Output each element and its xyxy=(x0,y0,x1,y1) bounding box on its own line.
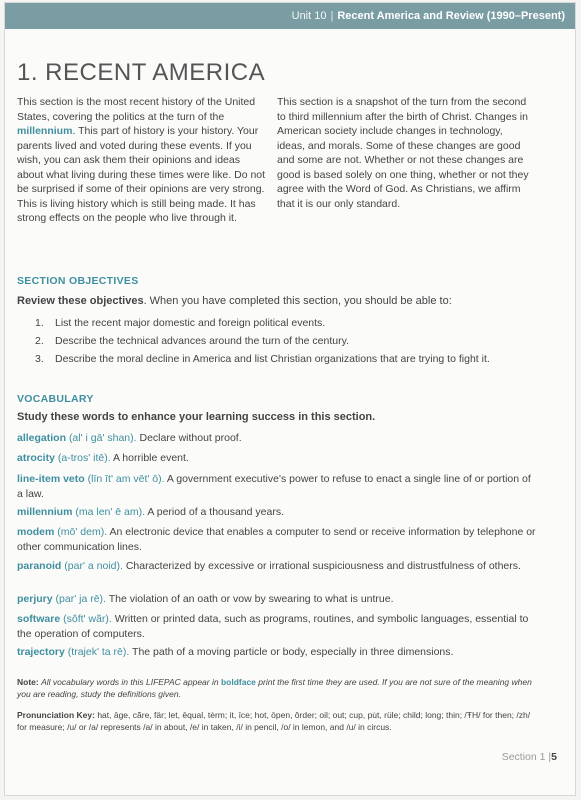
footer-section: Section 1 xyxy=(501,751,546,763)
vocab-term: atrocity xyxy=(17,452,55,464)
vocab-entry xyxy=(17,431,537,446)
objective-item xyxy=(35,334,535,348)
vocab-entry xyxy=(17,472,537,501)
objective-item xyxy=(35,352,535,366)
pronunciation-label: Pronunciation Key: xyxy=(17,710,95,720)
objectives-intro xyxy=(17,295,452,307)
unit-title: Recent America and Review (1990–Present) xyxy=(337,10,565,22)
vocab-pronunciation: (par' ja rē). xyxy=(55,593,106,605)
vocab-pronunciation: (sôft' wãr). xyxy=(63,613,112,625)
unit-label: Unit 10 xyxy=(291,10,327,22)
intro-left-after: . This part of history is your history. Your parents lived and voted during these events. If you wish, you can ask them their opinions and ideas about what living during these times were like. Do not be surprised if some of their opinions are very strong. This is living history which is still being made. It has strong effects on the people who live through it. xyxy=(17,125,266,224)
vocab-entry xyxy=(17,592,537,607)
intro-left-before: This section is the most recent history of the United States, covering the politics at the turn of the xyxy=(17,96,256,123)
objective-number: 1. xyxy=(35,317,44,329)
vocab-definition: Declare without proof. xyxy=(139,432,242,444)
vocab-pronunciation: (līn īt' am vēt' ō). xyxy=(87,473,165,485)
objectives-intro-bold: Review these objectives xyxy=(17,295,144,307)
intro-right-paragraph: This section is a snapshot of the turn from the second to third millennium after the birth of Christ. Changes in American society include changes in technology, ideas, and morals. Some of these changes are good and some are not. Whether or not these changes are good is based solely on one thing, whether or not they agree with the Word of God. As Christians, we affirm that it is our only standard. xyxy=(277,96,529,210)
vocab-term: software xyxy=(17,613,61,625)
vocab-entry xyxy=(17,645,537,660)
objective-text: Describe the moral decline in America and list Christian organizations that are trying to fight it. xyxy=(55,353,490,365)
page-footer xyxy=(502,751,557,763)
vocab-pronunciation: (a-tros' itē). xyxy=(57,452,111,464)
note-text-b: print the first time they are used. If you are not sure of the meaning when you are reading, study the definitions given. xyxy=(17,677,532,699)
objective-number: 2. xyxy=(35,335,44,347)
vocab-definition: The path of a moving particle or body, especially in three dimensions. xyxy=(132,646,454,658)
objective-text: List the recent major domestic and foreign political events. xyxy=(55,317,326,329)
vocabulary-heading: VOCABULARY xyxy=(17,393,94,405)
vocab-term: perjury xyxy=(17,593,53,605)
note-label: Note: xyxy=(17,677,39,687)
intro-left-paragraph xyxy=(17,95,267,226)
intro-left-keyword: millennium xyxy=(17,125,73,137)
objective-number: 3. xyxy=(35,353,44,365)
vocab-definition: A period of a thousand years. xyxy=(147,506,284,518)
vocab-pronunciation: (al' i gā' shan). xyxy=(68,432,137,444)
vocab-entry xyxy=(17,525,537,554)
vocab-definition: A horrible event. xyxy=(112,452,189,464)
vocab-definition: Characterized by excessive or irrational suspiciousness and distrustfulness of others. xyxy=(125,560,521,572)
note-text-a: All vocabulary words in this LIFEPAC appear in xyxy=(41,677,221,687)
section-title: 1. RECENT AMERICA xyxy=(17,59,266,86)
vocabulary-note xyxy=(17,676,542,700)
vocab-pronunciation: (ma len' ē am). xyxy=(75,506,146,518)
vocab-term: modem xyxy=(17,526,55,538)
objectives-intro-rest: . When you have completed this section, you should be able to: xyxy=(143,295,452,307)
vocab-definition: An electronic device that enables a computer to send or receive information by telephone or other communication lines. xyxy=(17,526,536,553)
pronunciation-key xyxy=(17,709,542,733)
vocab-definition: The violation of an oath or vow by swearing to what is untrue. xyxy=(108,593,394,605)
vocab-term: millennium xyxy=(17,506,73,518)
vocab-pronunciation: (mō' dem). xyxy=(57,526,108,538)
objective-text: Describe the technical advances around the turn of the century. xyxy=(55,335,349,347)
pronunciation-text: hat, āge, cãre, fär; let, ēqual, tėrm; it, īce; hot, ōpen, ôrder; oil; out; cup, pu̇t, rüle; child; long; thin; /ŦH/ for then; /zh/ for measure; /u/ or /a/ represents /a/ in about, /e/ in taken, /i/ in pencil, /o/ in lemon, and /u/ in circus. xyxy=(17,710,531,732)
header-separator: | xyxy=(330,10,334,22)
page xyxy=(4,2,576,796)
objective-item xyxy=(35,316,535,330)
unit-header xyxy=(5,3,575,29)
vocab-pronunciation: (par' a noid). xyxy=(64,560,123,572)
vocab-definition: A government executive's power to refuse to enact a single line of or portion of a law. xyxy=(17,473,531,500)
objectives-heading: SECTION OBJECTIVES xyxy=(17,275,139,287)
note-boldface-word: boldface xyxy=(220,677,256,687)
vocab-term: paranoid xyxy=(17,560,62,572)
vocab-entry xyxy=(17,612,537,641)
page-number: 5 xyxy=(551,751,557,763)
vocab-term: trajectory xyxy=(17,646,65,658)
footer-separator: | xyxy=(548,751,552,763)
vocab-term: line-item veto xyxy=(17,473,85,485)
vocab-definition: Written or printed data, such as programs, routines, and symbolic languages, essential to the operation of computers. xyxy=(17,613,529,640)
vocab-term: allegation xyxy=(17,432,67,444)
vocab-entry xyxy=(17,505,537,520)
vocab-entry xyxy=(17,451,537,466)
vocab-entry xyxy=(17,559,537,574)
vocabulary-intro: Study these words to enhance your learning success in this section. xyxy=(17,411,376,423)
vocab-pronunciation: (trajek' ta rē). xyxy=(67,646,130,658)
